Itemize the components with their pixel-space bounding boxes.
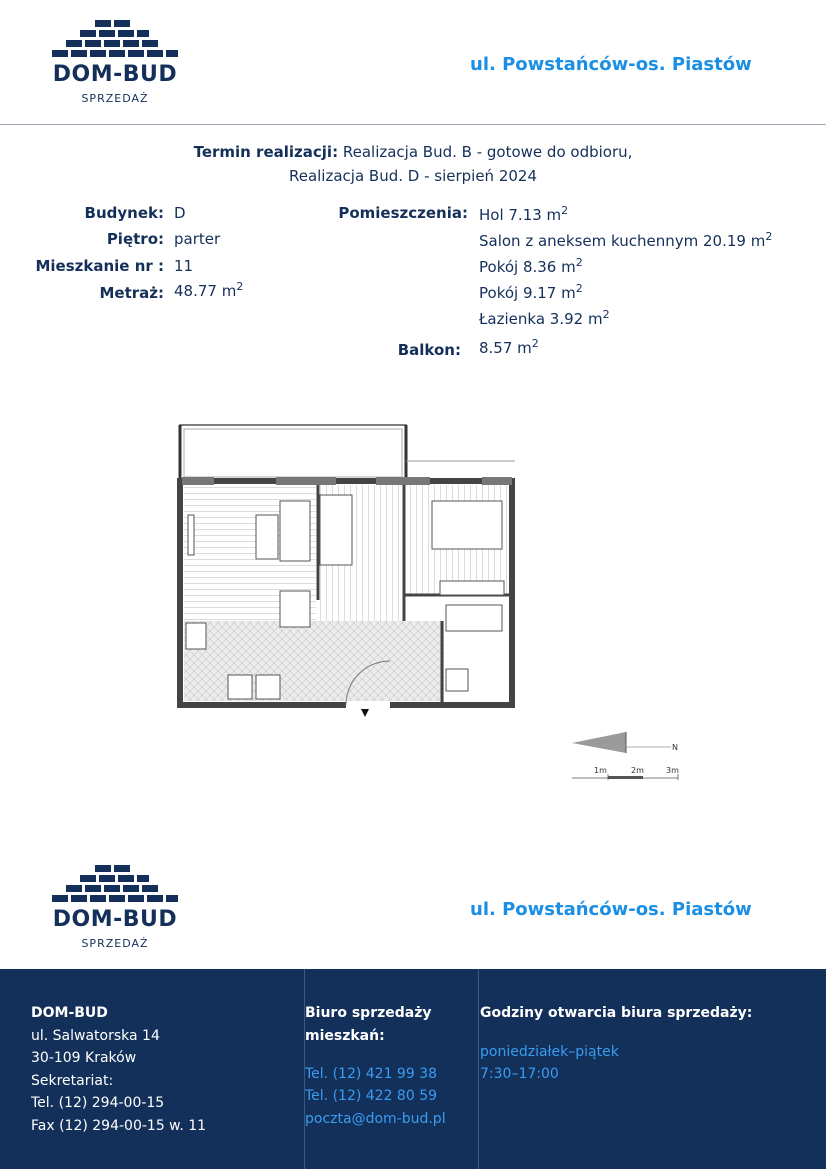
scale-1m: 1m <box>594 766 607 775</box>
room-salon-exp: 2 <box>765 230 773 243</box>
room-lazienka-exp: 2 <box>602 308 610 321</box>
balcony-label: Balkon: <box>397 341 461 359</box>
term-line-1 <box>0 140 826 164</box>
apartment-value: 11 <box>174 257 194 275</box>
brick-wall-icon <box>50 18 180 62</box>
company-name: DOM-BUD <box>31 1005 108 1021</box>
company-street: ul. Salwatorska 14 <box>31 1028 160 1044</box>
balcony <box>180 425 515 481</box>
room-salon-text: Salon z aneksem kuchennym 20.19 m <box>479 232 766 250</box>
room-lazienka-text: Łazienka 3.92 m <box>479 310 603 328</box>
area-number: 48.77 m <box>174 282 237 300</box>
floor-label: Piętro: <box>106 230 164 248</box>
area-value <box>174 280 243 300</box>
footer-logo-subtitle: SPRZEDAŻ <box>81 937 149 950</box>
floor-value: parter <box>174 230 221 248</box>
area-label: Metraż: <box>99 284 164 302</box>
area-unit-exp: 2 <box>236 280 244 293</box>
sales-email[interactable]: poczta@dom-bud.pl <box>305 1111 446 1127</box>
term-line-2: Realizacja Bud. D - sierpień 2024 <box>288 167 538 185</box>
footer-divider-2 <box>478 969 479 1169</box>
scale-3m: 3m <box>666 766 679 775</box>
floor-plan <box>170 415 520 725</box>
scale-2m: 2m <box>631 766 644 775</box>
room-pokoj-2-exp: 2 <box>575 282 583 295</box>
sales-tel-1[interactable]: Tel. (12) 421 99 38 <box>305 1066 438 1082</box>
north-arrow-icon <box>572 732 626 753</box>
street-title: ul. Powstańców-os. Piastów <box>470 54 752 75</box>
sales-tel-2[interactable]: Tel. (12) 422 80 59 <box>305 1088 438 1104</box>
hours-title: Godziny otwarcia biura sprzedaży: <box>480 1005 753 1021</box>
room-pokoj-1-text: Pokój 8.36 m <box>479 258 576 276</box>
building-value: D <box>174 204 186 222</box>
term-value-1: Realizacja Bud. B - gotowe do odbioru, <box>342 143 633 161</box>
balcony-number: 8.57 m <box>479 339 532 357</box>
brick-wall-icon <box>50 863 180 907</box>
room-pokoj-1-exp: 2 <box>575 256 583 269</box>
hours-days: poniedziałek–piątek <box>480 1044 619 1060</box>
footer-logo-name: DOM-BUD <box>52 907 178 932</box>
company-tel: Tel. (12) 294-00-15 <box>31 1095 165 1111</box>
balcony-value <box>479 337 539 357</box>
logo-subtitle: SPRZEDAŻ <box>81 92 149 105</box>
room-hol <box>479 204 568 224</box>
balcony-unit-exp: 2 <box>531 337 539 350</box>
company-fax: Fax (12) 294-00-15 w. 11 <box>31 1118 207 1134</box>
north-scale-graphic <box>568 730 688 784</box>
entrance-arrow-icon <box>361 709 369 717</box>
sales-title-1: Biuro sprzedaży <box>305 1005 432 1021</box>
logo-name: DOM-BUD <box>52 62 178 87</box>
term-label: Termin realizacji: <box>193 143 339 161</box>
header-divider <box>0 124 826 125</box>
footer-street-title: ul. Powstańców-os. Piastów <box>470 899 752 920</box>
room-salon <box>479 230 772 250</box>
building-label: Budynek: <box>84 204 164 222</box>
room-pokoj-2 <box>479 282 583 302</box>
rooms-label: Pomieszczenia: <box>338 204 468 222</box>
apartment-label: Mieszkanie nr : <box>35 257 164 275</box>
room-hol-text: Hol 7.13 m <box>479 206 562 224</box>
north-label: N <box>672 743 678 752</box>
logo <box>50 18 180 108</box>
sales-title-2: mieszkań: <box>305 1028 385 1044</box>
room-pokoj-1 <box>479 256 583 276</box>
company-secretariat: Sekretariat: <box>31 1073 114 1089</box>
room-hol-exp: 2 <box>561 204 569 217</box>
hours-time: 7:30–17:00 <box>480 1066 559 1082</box>
company-city: 30-109 Kraków <box>31 1050 137 1066</box>
room-lazienka <box>479 308 610 328</box>
footer-logo <box>50 863 180 953</box>
footer <box>0 969 826 1169</box>
room-pokoj-2-text: Pokój 9.17 m <box>479 284 576 302</box>
